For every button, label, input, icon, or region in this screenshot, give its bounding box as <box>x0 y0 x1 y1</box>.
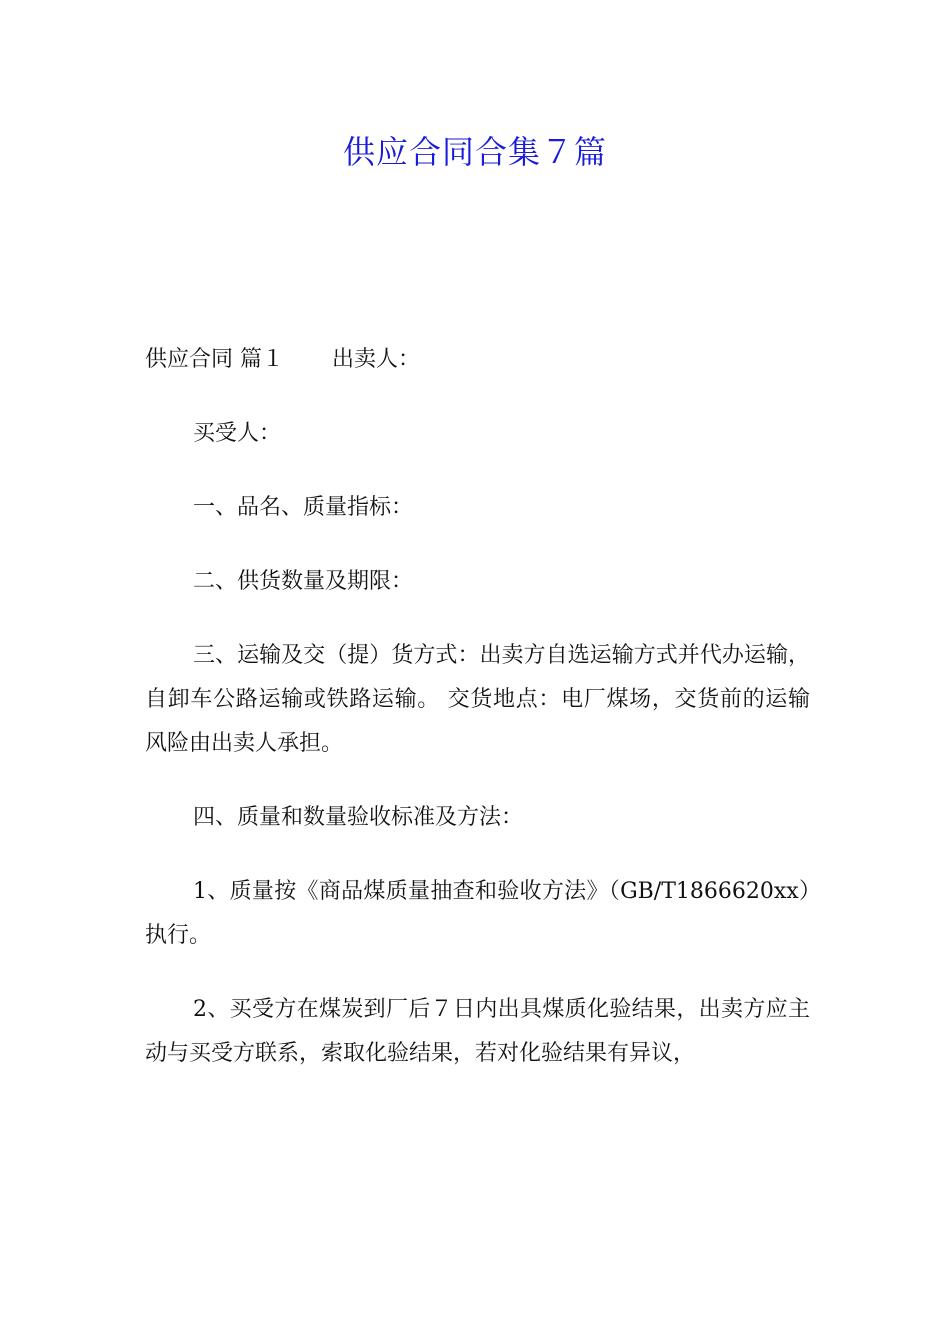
seller-label: 出卖人： <box>332 347 421 372</box>
section-4-heading: 四、质量和数量验收标准及方法： <box>193 805 524 830</box>
document-body <box>145 338 810 1106</box>
section-3-paragraph: 三、运输及交（提）货方式：出卖方自选运输方式并代办运输，自卸车公路运输或铁路运输。 交货地点：电厂煤场，交货前的运输风险由出卖人承担。 <box>145 643 810 756</box>
clause-1-paragraph: 1、质量按《商品煤质量抽查和验收方法》（GB/T1866620xx）执行。 <box>145 879 810 948</box>
document-title: 供应合同合集７篇 <box>342 133 607 171</box>
section-2-heading: 二、供货数量及期限： <box>193 569 414 594</box>
contract-heading: 供应合同 篇１ <box>145 347 284 372</box>
first-line <box>145 338 810 382</box>
section-1-heading: 一、品名、质量指标： <box>193 495 414 520</box>
clause-2-paragraph: 2、买受方在煤炭到厂后７日内出具煤质化验结果，出卖方应主动与买受方联系，索取化验结果，若对化验结果有异议， <box>145 997 810 1066</box>
buyer-label: 买受人： <box>193 421 282 446</box>
